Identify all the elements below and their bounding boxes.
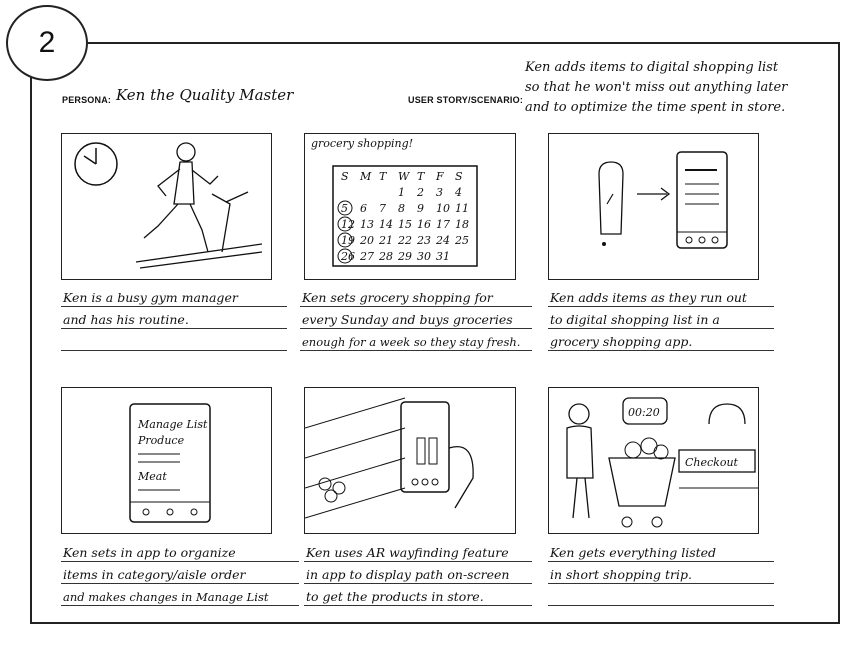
calendar-day: 29 (398, 250, 412, 263)
calendar-day: 25 (455, 234, 469, 247)
calendar-day: 11 (455, 202, 469, 215)
panel-checkout (548, 387, 759, 534)
panel-add-items (548, 133, 759, 280)
calendar-day: 20 (360, 234, 374, 247)
caption-line: Ken is a busy gym manager (63, 290, 238, 305)
caption-line: in app to display path on-screen (306, 567, 510, 582)
calendar-weekday: S (341, 170, 349, 183)
caption-panel-2 (300, 285, 532, 351)
caption-line: Ken adds items as they run out (550, 290, 747, 305)
caption-line: to digital shopping list in a (550, 312, 720, 327)
panel-manage-list (61, 387, 272, 534)
calendar-weekday: F (436, 170, 444, 183)
checkout-label: Checkout (685, 456, 738, 469)
checkout-sketch (549, 388, 759, 534)
calendar-weekday: T (379, 170, 387, 183)
manage-list-sketch (62, 388, 272, 534)
caption-line: Ken sets in app to organize (63, 545, 236, 560)
calendar-day: 6 (360, 202, 367, 215)
calendar-day: 31 (436, 250, 450, 263)
calendar-day: 24 (436, 234, 450, 247)
persona-value: Ken the Quality Master (116, 86, 294, 104)
caption-line: in short shopping trip. (550, 567, 692, 582)
calendar-weekday: M (360, 170, 372, 183)
caption-line: and makes changes in Manage List (63, 590, 269, 604)
calendar-day: 23 (417, 234, 431, 247)
calendar-day: 5 (341, 202, 348, 215)
caption-line: Ken uses AR wayfinding feature (306, 545, 509, 560)
panel-calendar (304, 133, 516, 280)
caption-line: Ken gets everything listed (550, 545, 717, 560)
story-line: so that he won't miss out anything later (525, 80, 788, 95)
story-line: and to optimize the time spent in store. (525, 100, 786, 115)
caption-panel-4 (61, 540, 299, 606)
calendar-day: 12 (341, 218, 355, 231)
caption-panel-1 (61, 285, 287, 351)
calendar-day: 9 (417, 202, 424, 215)
panel-ar-wayfinding (304, 387, 516, 534)
calendar-day: 19 (341, 234, 355, 247)
phone-item-meat: Meat (138, 470, 167, 483)
add-items-sketch (549, 134, 759, 280)
calendar-note: grocery shopping! (311, 137, 414, 150)
caption-line: and has his routine. (63, 312, 189, 327)
calendar-grid (338, 170, 469, 263)
calendar-day: 14 (379, 218, 393, 231)
caption-line: items in category/aisle order (63, 567, 246, 582)
caption-line: grocery shopping app. (550, 334, 693, 349)
calendar-day: 27 (360, 250, 374, 263)
calendar-weekday: W (398, 170, 410, 183)
calendar-sketch (305, 134, 516, 280)
timer-label: 00:20 (628, 406, 660, 419)
persona-label: PERSONA: (62, 95, 112, 105)
calendar-day: 10 (436, 202, 450, 215)
calendar-weekday: T (417, 170, 425, 183)
calendar-day: 15 (398, 218, 412, 231)
caption-panel-3 (548, 285, 774, 351)
story-text (525, 58, 787, 118)
calendar-day: 17 (436, 218, 450, 231)
caption-panel-5 (304, 540, 532, 606)
story-line: Ken adds items to digital shopping list (525, 60, 779, 75)
calendar-day: 21 (379, 234, 393, 247)
calendar-day: 7 (379, 202, 386, 215)
calendar-day: 1 (398, 186, 405, 199)
panel-gym (61, 133, 272, 280)
caption-line: to get the products in store. (306, 589, 484, 604)
calendar-day: 18 (455, 218, 469, 231)
calendar-day: 30 (417, 250, 431, 263)
caption-panel-6 (548, 540, 774, 606)
calendar-day: 26 (341, 250, 355, 263)
calendar-weekday: S (455, 170, 463, 183)
page-number-badge: 2 (6, 5, 88, 81)
calendar-day: 16 (417, 218, 431, 231)
calendar-day: 28 (379, 250, 393, 263)
phone-icon (677, 152, 727, 248)
calendar-day: 8 (398, 202, 405, 215)
story-label: USER STORY/SCENARIO: (408, 95, 524, 105)
ar-sketch (305, 388, 516, 534)
calendar-day: 4 (455, 186, 462, 199)
caption-line: enough for a week so they stay fresh. (302, 335, 521, 349)
calendar-day: 22 (398, 234, 412, 247)
caption-line: every Sunday and buys groceries (302, 312, 513, 327)
phone-item-produce: Produce (138, 434, 185, 447)
phone-title: Manage List (138, 418, 208, 431)
calendar-day: 2 (417, 186, 424, 199)
cart-icon (609, 458, 675, 506)
caption-line: Ken sets grocery shopping for (302, 290, 493, 305)
treadmill-sketch (62, 134, 272, 280)
calendar-day: 3 (436, 186, 443, 199)
calendar-day: 13 (360, 218, 374, 231)
